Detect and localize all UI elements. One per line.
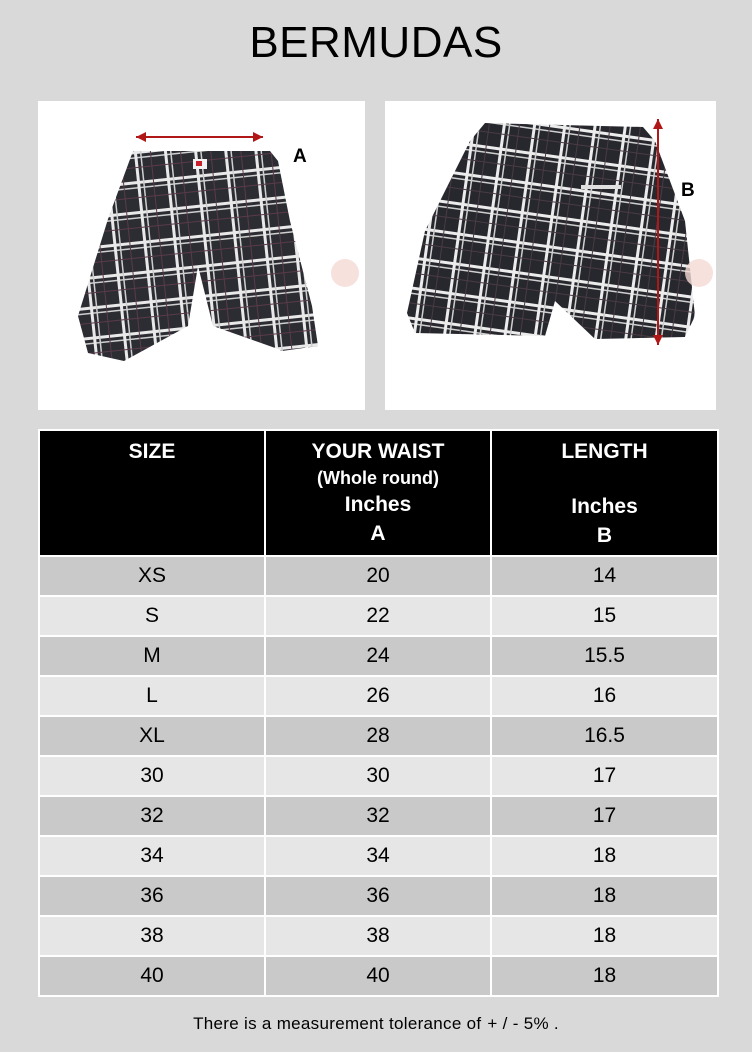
size-chart-table bbox=[38, 429, 719, 997]
header-length: LENGTH Inches B bbox=[491, 430, 718, 556]
tolerance-text: There is a measurement tolerance of bbox=[193, 1014, 482, 1033]
cell-waist: 36 bbox=[265, 876, 491, 916]
table-row bbox=[39, 756, 718, 796]
tolerance-value: + / - 5% . bbox=[487, 1014, 559, 1033]
cell-length: 16 bbox=[491, 676, 718, 716]
table-header-row bbox=[39, 430, 718, 556]
cell-waist: 34 bbox=[265, 836, 491, 876]
cell-size: XL bbox=[39, 716, 265, 756]
cell-waist: 26 bbox=[265, 676, 491, 716]
cell-waist: 28 bbox=[265, 716, 491, 756]
table-row bbox=[39, 636, 718, 676]
cell-waist: 30 bbox=[265, 756, 491, 796]
cell-size: S bbox=[39, 596, 265, 636]
cell-waist: 20 bbox=[265, 556, 491, 596]
cell-length: 17 bbox=[491, 796, 718, 836]
cell-waist: 40 bbox=[265, 956, 491, 996]
table-row bbox=[39, 876, 718, 916]
table-row bbox=[39, 556, 718, 596]
cell-waist: 38 bbox=[265, 916, 491, 956]
tolerance-note bbox=[0, 1014, 752, 1034]
cell-size: L bbox=[39, 676, 265, 716]
cell-length: 14 bbox=[491, 556, 718, 596]
table-row bbox=[39, 956, 718, 996]
cell-size: 38 bbox=[39, 916, 265, 956]
cell-size: M bbox=[39, 636, 265, 676]
cell-length: 17 bbox=[491, 756, 718, 796]
measurement-label-b: B bbox=[681, 180, 695, 201]
measurement-label-a: A bbox=[293, 146, 307, 167]
cell-length: 18 bbox=[491, 956, 718, 996]
cell-size: 32 bbox=[39, 796, 265, 836]
front-shorts-photo bbox=[38, 101, 365, 410]
cell-length: 18 bbox=[491, 916, 718, 956]
cell-length: 16.5 bbox=[491, 716, 718, 756]
cell-length: 18 bbox=[491, 876, 718, 916]
table-row bbox=[39, 836, 718, 876]
page-title: BERMUDAS bbox=[249, 18, 503, 67]
table-row bbox=[39, 596, 718, 636]
table-row bbox=[39, 716, 718, 756]
back-shorts-photo bbox=[385, 101, 716, 410]
cell-length: 18 bbox=[491, 836, 718, 876]
table-row bbox=[39, 796, 718, 836]
front-shorts-illustration bbox=[38, 101, 365, 410]
back-shorts-illustration bbox=[385, 101, 716, 410]
cell-waist: 24 bbox=[265, 636, 491, 676]
cell-size: XS bbox=[39, 556, 265, 596]
table-row bbox=[39, 676, 718, 716]
cell-length: 15.5 bbox=[491, 636, 718, 676]
table-row bbox=[39, 916, 718, 956]
cell-size: 36 bbox=[39, 876, 265, 916]
cell-length: 15 bbox=[491, 596, 718, 636]
cell-size: 40 bbox=[39, 956, 265, 996]
header-size: SIZE bbox=[39, 430, 265, 556]
cell-size: 34 bbox=[39, 836, 265, 876]
header-waist: YOUR WAIST (Whole round) Inches A bbox=[265, 430, 491, 556]
cell-size: 30 bbox=[39, 756, 265, 796]
cell-waist: 22 bbox=[265, 596, 491, 636]
cell-waist: 32 bbox=[265, 796, 491, 836]
